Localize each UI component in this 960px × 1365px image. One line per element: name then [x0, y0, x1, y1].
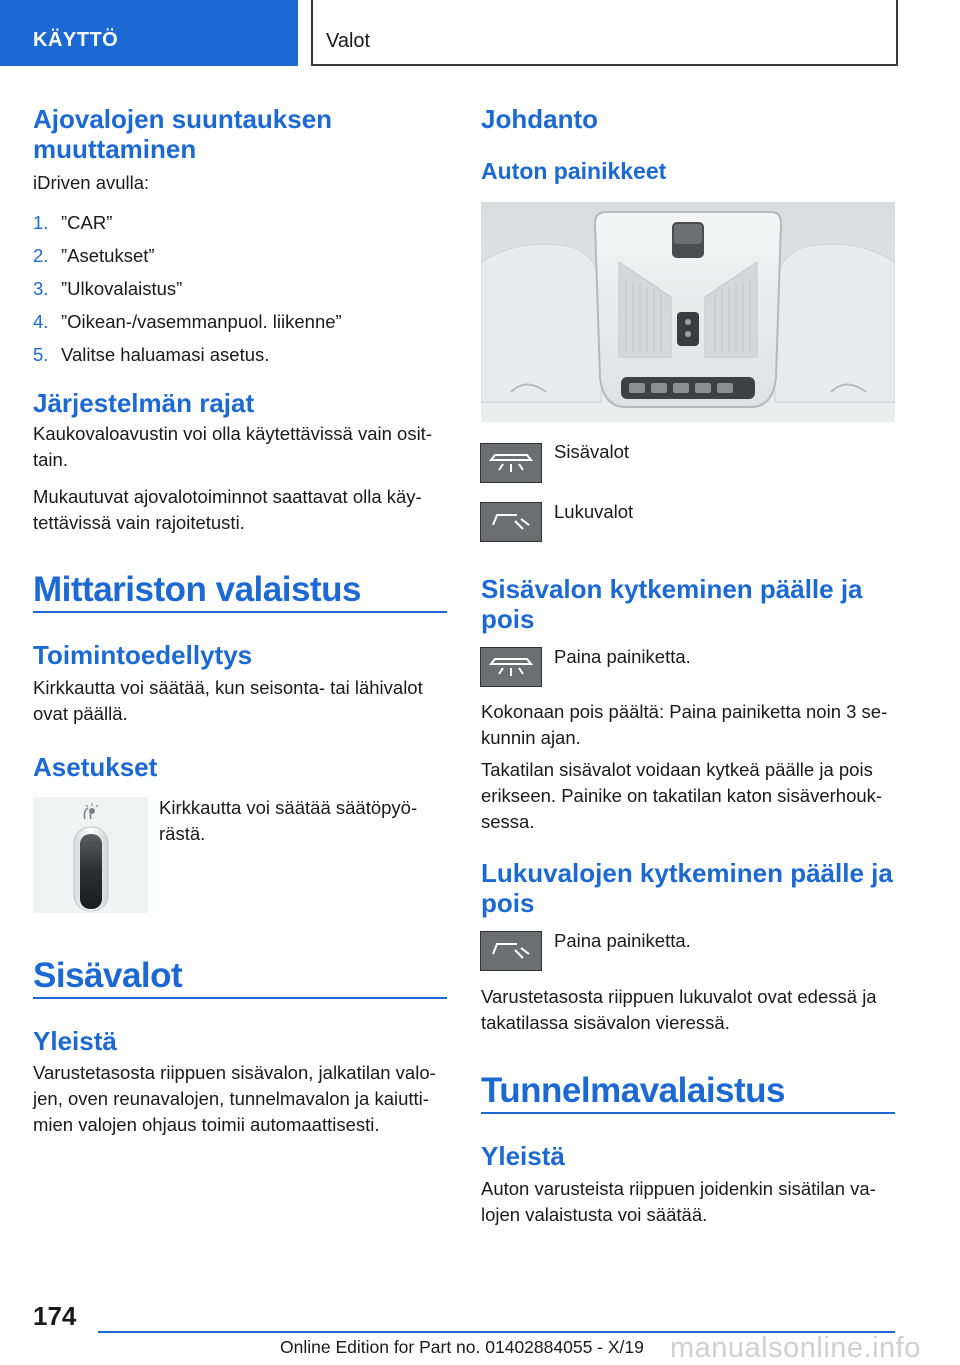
list-item: 2. ”Asetukset” [33, 245, 155, 266]
section-tab [0, 0, 298, 66]
page-number: 174 [33, 1301, 77, 1331]
interior-light-button-icon-2 [480, 647, 542, 687]
heading-headlight-adjust: Ajovalojen suuntauksen muuttaminen [33, 104, 333, 164]
heading-system-limits: Järjestelmän rajat [33, 388, 255, 418]
list-item: 3. ”Ulkovalaistus” [33, 278, 183, 299]
list-item: 4. ”Oikean-/vasemmanpuol. liikenne” [33, 311, 342, 332]
heading-general-2: Yleistä [481, 1141, 565, 1171]
reading-paragraph: Varustetasosta riippuen lukuvalot ovat edessä ja takatilassa sisävalon vieressä. [481, 986, 877, 1033]
instrument-heading-block [33, 570, 447, 613]
limits-paragraph-1: Kaukovaloavustin voi olla käytettävissä vain osit-tain. [33, 423, 432, 470]
reading-light-button-icon [480, 502, 542, 542]
ambient-heading-block [481, 1071, 895, 1114]
heading-settings: Asetukset [33, 752, 158, 782]
heading-vehicle-buttons: Auton painikkeet [481, 158, 667, 184]
dimmer-wheel-image [33, 797, 148, 913]
press-text-1: Paina painiketta. [554, 646, 691, 667]
steps-list [33, 206, 443, 371]
roof-console-image [481, 202, 895, 422]
condition-paragraph: Kirkkautta voi säätää, kun seisonta- tai lähivalot ovat päällä. [33, 677, 423, 724]
list-item: 1. ”CAR” [33, 212, 113, 233]
rear-paragraph: Takatilan sisävalot voidaan kytkeä päälle ja pois erikseen. Painike on takatilan katon sisäverhouk-sessa. [481, 759, 883, 832]
ambient-paragraph: Auton varusteista riippuen joidenkin sisätilan va-lojen valaistusta voi säätää. [481, 1178, 876, 1225]
heading-reading-switch: Lukuvalojen kytkeminen päälle ja pois [481, 858, 893, 918]
list-item: 5. Valitse haluamasi asetus. [33, 344, 270, 365]
watermark: manualsonline.info [670, 1332, 921, 1364]
heading-intro: Johdanto [481, 104, 598, 134]
settings-paragraph: Kirkkautta voi säätää säätöpyö-rästä. [159, 797, 418, 844]
heading-general: Yleistä [33, 1026, 117, 1056]
limits-paragraph-2: Mukautuvat ajovalotoiminnot saattavat olla käy-tettävissä vain rajoitetusti. [33, 486, 422, 533]
press-text-2: Paina painiketta. [554, 930, 691, 951]
interior-heading-block [33, 956, 447, 999]
off-paragraph: Kokonaan pois päältä: Paina painiketta noin 3 se-kunnin ajan. [481, 701, 888, 748]
heading-interior-switch: Sisävalon kytkeminen päälle ja pois [481, 574, 863, 634]
interior-light-button-icon [480, 443, 542, 483]
heading-ambient-lighting: Tunnelmavalaistus [481, 1071, 786, 1110]
idrive-text: iDriven avulla: [33, 172, 150, 193]
chapter-label: Valot [326, 30, 371, 52]
heading-condition: Toimintoedellytys [33, 640, 253, 670]
reading-light-button-icon-2 [480, 931, 542, 971]
general-paragraph: Varustetasosta riippuen sisävalon, jalkatilan valo-jen, oven reunavalojen, tunnelmavalon ja kaiutti-mien valojen ohjaus toimii automaattisesti. [33, 1062, 436, 1135]
chapter-tab [311, 0, 898, 66]
left-column [33, 104, 443, 371]
icon2-label: Lukuvalot [554, 501, 634, 522]
heading-instrument-lighting: Mittariston valaistus [33, 570, 361, 609]
edition-text: Online Edition for Part no. 01402884055 - X/19 [280, 1337, 644, 1357]
heading-interior-lights: Sisävalot [33, 956, 183, 995]
section-label: KÄYTTÖ [33, 29, 119, 51]
icon1-label: Sisävalot [554, 441, 630, 462]
